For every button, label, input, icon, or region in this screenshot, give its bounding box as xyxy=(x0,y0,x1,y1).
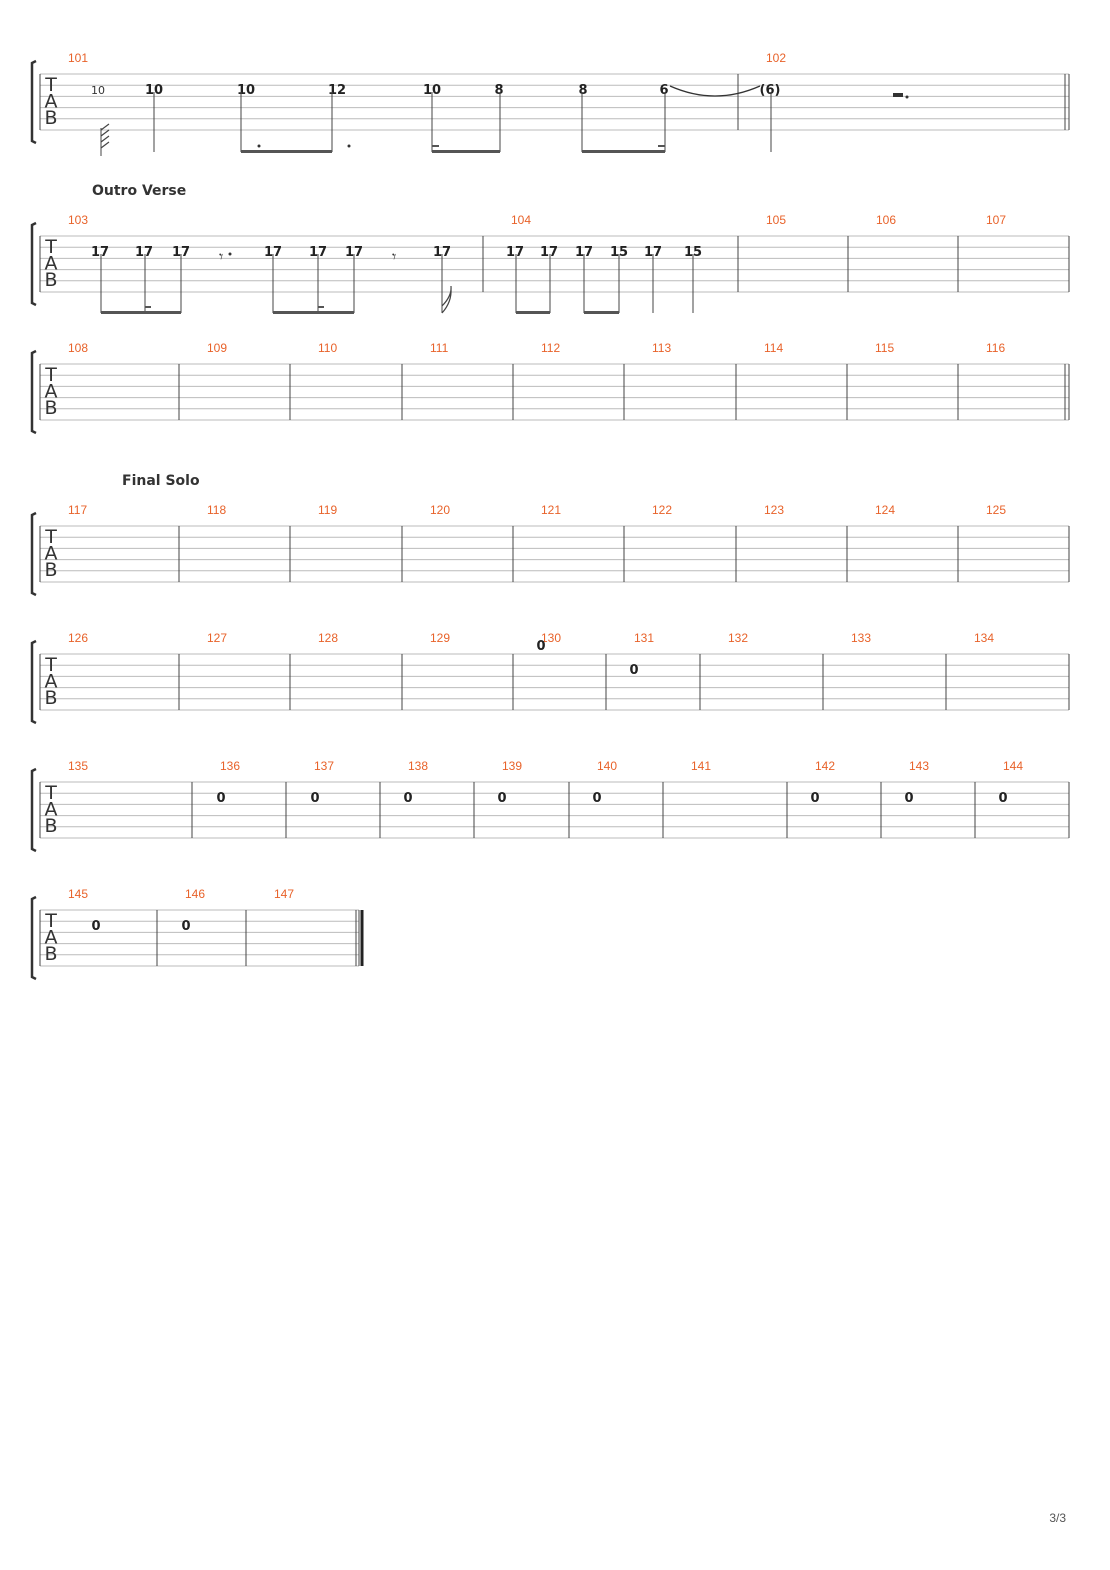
measure-number: 126 xyxy=(68,631,89,645)
measure-number: 124 xyxy=(875,503,896,517)
system-bracket xyxy=(32,351,36,433)
measure-number: 104 xyxy=(511,213,532,227)
fret-number: 0 xyxy=(904,791,914,807)
note-beam xyxy=(658,145,665,147)
rhythm-dot xyxy=(258,145,261,148)
fret-number: 17 xyxy=(171,245,191,261)
measure-number: 105 xyxy=(766,213,787,227)
measure-number: 137 xyxy=(314,759,335,773)
note-beam xyxy=(584,311,619,314)
tab-clef-letter: T xyxy=(45,364,57,386)
measure-number: 145 xyxy=(68,887,89,901)
tab-clef-letter: B xyxy=(44,107,58,129)
tab-clef-letter: A xyxy=(44,252,58,275)
measure-number: 102 xyxy=(766,51,787,65)
tab-clef-letter: A xyxy=(44,926,58,949)
measure-number: 109 xyxy=(207,341,228,355)
fret-number: 6 xyxy=(659,83,669,99)
fret-number: 17 xyxy=(134,245,154,261)
fret-number: 17 xyxy=(308,245,328,261)
system-bracket xyxy=(32,513,36,595)
fret-number: 10 xyxy=(422,83,442,99)
fret-number: 17 xyxy=(90,245,110,261)
page-number: 3/3 xyxy=(1049,1511,1066,1525)
tab-clef-letter: A xyxy=(44,798,58,821)
tab-clef-letter: A xyxy=(44,542,58,565)
fret-number: 17 xyxy=(505,245,525,261)
note-beam xyxy=(318,306,324,308)
fret-number: (6) xyxy=(759,83,781,99)
fret-number: 12 xyxy=(327,83,347,99)
fret-number: 17 xyxy=(539,245,559,261)
measure-number: 140 xyxy=(597,759,618,773)
section-label: Outro Verse xyxy=(92,183,187,199)
rhythm-dot xyxy=(906,96,909,99)
tab-clef-letter: B xyxy=(44,687,58,709)
tab-clef-letter: T xyxy=(45,526,57,548)
tremolo-flag xyxy=(101,124,109,148)
measure-number: 144 xyxy=(1003,759,1024,773)
measure-number: 111 xyxy=(430,341,449,355)
fret-number: 15 xyxy=(609,245,629,261)
measure-number: 128 xyxy=(318,631,339,645)
measure-number: 120 xyxy=(430,503,451,517)
eighth-rest: 𝄾 xyxy=(392,247,397,266)
fret-number: 0 xyxy=(592,791,602,807)
measure-number: 132 xyxy=(728,631,749,645)
measure-number: 129 xyxy=(430,631,451,645)
rhythm-dot xyxy=(348,145,351,148)
note-beam xyxy=(582,150,665,153)
fret-number: 17 xyxy=(574,245,594,261)
measure-number: 115 xyxy=(875,341,895,355)
fret-number: 8 xyxy=(494,83,504,99)
fret-number: 17 xyxy=(432,245,452,261)
fret-number: 0 xyxy=(998,791,1008,807)
system-bracket xyxy=(32,641,36,723)
tab-clef-letter: T xyxy=(45,654,57,676)
measure-number: 134 xyxy=(974,631,995,645)
measure-number: 118 xyxy=(207,503,227,517)
tab-clef-letter: B xyxy=(44,943,58,965)
measure-number: 116 xyxy=(986,341,1006,355)
measure-number: 123 xyxy=(764,503,785,517)
measure-number: 141 xyxy=(691,759,712,773)
note-beam xyxy=(516,311,550,314)
note-flag xyxy=(442,286,451,313)
fret-number: 0 xyxy=(310,791,320,807)
measure-number: 119 xyxy=(318,503,338,517)
half-rest xyxy=(893,93,903,97)
section-label: Final Solo xyxy=(122,473,200,489)
tab-clef-letter: A xyxy=(44,380,58,403)
eighth-rest: 𝄾 xyxy=(219,247,224,266)
fret-number: 15 xyxy=(683,245,703,261)
fret-number: 0 xyxy=(497,791,507,807)
measure-number: 112 xyxy=(541,341,561,355)
fret-number: 0 xyxy=(181,919,191,935)
measure-number: 121 xyxy=(541,503,562,517)
tab-clef-letter: T xyxy=(45,782,57,804)
fret-number: 0 xyxy=(536,639,546,654)
system-bracket xyxy=(32,61,36,143)
measure-number: 135 xyxy=(68,759,89,773)
measure-number: 136 xyxy=(220,759,241,773)
tab-clef-letter: A xyxy=(44,90,58,113)
system-bracket xyxy=(32,897,36,979)
tab-clef-letter: A xyxy=(44,670,58,693)
measure-number: 107 xyxy=(986,213,1007,227)
measure-number: 125 xyxy=(986,503,1007,517)
note-beam xyxy=(101,311,181,314)
measure-number: 143 xyxy=(909,759,930,773)
measure-number: 114 xyxy=(764,341,784,355)
measure-number: 103 xyxy=(68,213,89,227)
measure-number: 139 xyxy=(502,759,523,773)
measure-number: 117 xyxy=(68,503,88,517)
measure-number: 101 xyxy=(68,51,89,65)
fret-number: 0 xyxy=(403,791,413,807)
measure-number: 146 xyxy=(185,887,206,901)
measure-number: 142 xyxy=(815,759,836,773)
measure-number: 106 xyxy=(876,213,897,227)
measure-number: 113 xyxy=(652,341,672,355)
measure-number: 130 xyxy=(541,631,562,645)
note-beam xyxy=(241,150,332,153)
tab-clef-letter: B xyxy=(44,815,58,837)
tab-clef-letter: B xyxy=(44,559,58,581)
tie-arc xyxy=(670,86,760,96)
note-beam xyxy=(432,150,500,153)
measure-number: 122 xyxy=(652,503,673,517)
fret-number: 17 xyxy=(344,245,364,261)
fret-number: 10 xyxy=(91,84,105,98)
measure-number: 108 xyxy=(68,341,89,355)
tab-clef-letter: T xyxy=(45,236,57,258)
fret-number: 10 xyxy=(144,83,164,99)
system-bracket xyxy=(32,769,36,851)
measure-number: 127 xyxy=(207,631,228,645)
fret-number: 0 xyxy=(810,791,820,807)
measure-number: 110 xyxy=(318,341,338,355)
measure-number: 138 xyxy=(408,759,429,773)
note-beam xyxy=(432,145,439,147)
measure-number: 131 xyxy=(634,631,655,645)
tab-clef-letter: T xyxy=(45,910,57,932)
tab-clef-letter: T xyxy=(45,74,57,96)
fret-number: 17 xyxy=(643,245,663,261)
rhythm-dot xyxy=(229,253,232,256)
fret-number: 0 xyxy=(91,919,101,935)
note-beam xyxy=(273,311,354,314)
tab-clef-letter: B xyxy=(44,269,58,291)
measure-number: 147 xyxy=(274,887,295,901)
fret-number: 0 xyxy=(216,791,226,807)
tab-clef-letter: B xyxy=(44,397,58,419)
system-bracket xyxy=(32,223,36,305)
fret-number: 10 xyxy=(236,83,256,99)
fret-number: 17 xyxy=(263,245,283,261)
note-beam xyxy=(145,306,151,308)
fret-number: 0 xyxy=(629,663,639,679)
fret-number: 8 xyxy=(578,83,588,99)
measure-number: 133 xyxy=(851,631,872,645)
